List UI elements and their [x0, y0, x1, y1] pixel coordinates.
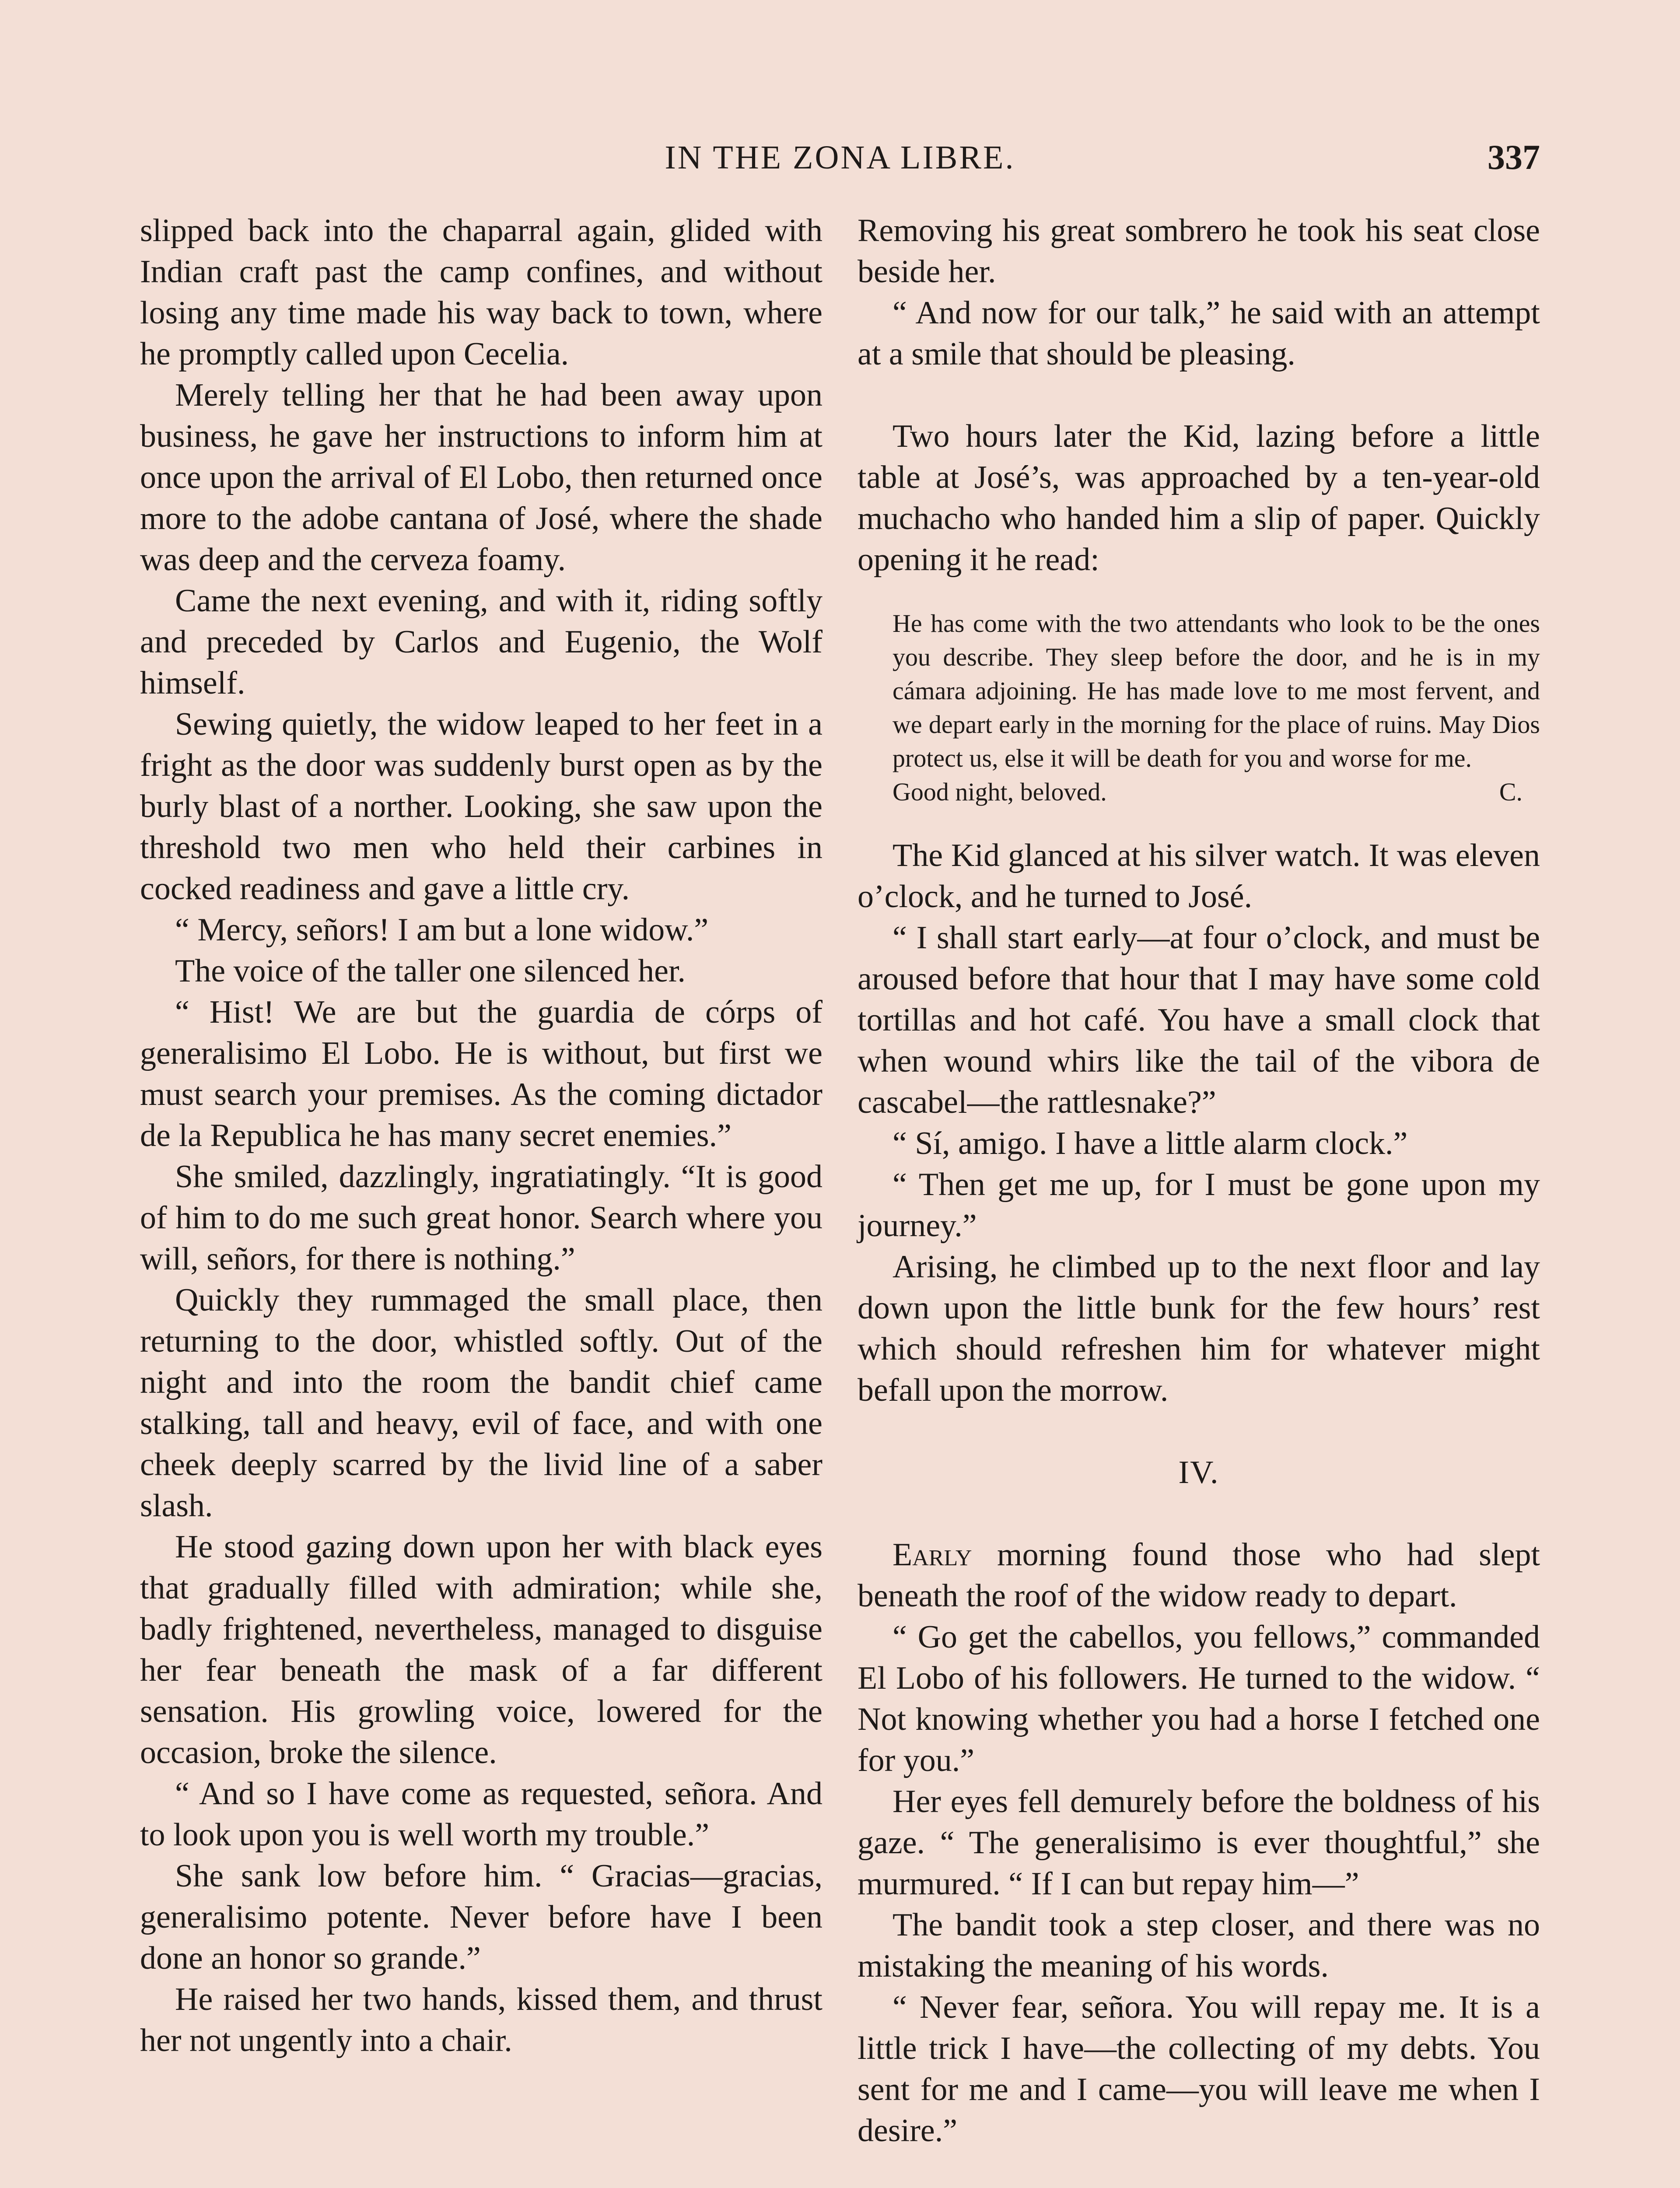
- paragraph: Her eyes fell demurely before the boldness of his gaze. “ The generalisimo is ever thoughtful,” she murmured. “ If I can but repay him—”: [858, 1784, 1540, 1902]
- left-column: [140, 210, 822, 2061]
- paragraph: He raised her two hands, kissed them, and thrust her not ungently into a chair.: [140, 1981, 822, 2058]
- paragraph: The voice of the taller one silenced her.: [175, 953, 686, 989]
- paragraph: “ Mercy, señors! I am but a lone widow.”: [175, 912, 709, 948]
- section-first-word: Early: [892, 1537, 972, 1573]
- page-number: 337: [1488, 138, 1540, 177]
- running-header: [140, 131, 1540, 184]
- section-first-rest: morning found those who had slept beneath the roof of the widow ready to depart.: [858, 1537, 1540, 1614]
- paragraph: Quickly they rummaged the small place, then returning to the door, whistled softly. Out of the night and into the room the bandit chief came stalking, tall and heavy, evil of face, and with one cheek deeply scarred by the livid line of a saber slash.: [140, 1282, 822, 1524]
- right-column: [858, 210, 1540, 2151]
- paragraph: “ Hist! We are but the guardia de córps of generalisimo El Lobo. He is without, but first we must search your premises. As the coming dictador de la Republica he has many secret enemies.”: [140, 994, 822, 1154]
- paragraph: “ Sí, amigo. I have a little alarm clock.”: [892, 1126, 1408, 1161]
- paragraph: [858, 1534, 1540, 1616]
- paragraph: The Kid glanced at his silver watch. It was eleven o’clock, and he turned to José.: [858, 838, 1540, 915]
- paragraph: Merely telling her that he had been away upon business, he gave her instructions to inform him at once upon the arrival of El Lobo, then returned once more to the adobe cantana of José, where the shade was deep and the cerveza foamy.: [140, 377, 822, 578]
- letter-signoff: [892, 775, 1540, 809]
- running-title: IN THE ZONA LIBRE.: [665, 139, 1015, 176]
- paragraph: She sank low before him. “ Gracias—gracias, generalisimo potente. Never before have I been done an honor so grande.”: [140, 1858, 822, 1976]
- paragraph: Two hours later the Kid, lazing before a little table at José’s, was approached by a ten-year-old muchacho who handed him a slip of paper. Quickly opening it he read:: [858, 418, 1540, 578]
- letter-body: He has come with the two attendants who look to be the ones you describe. They sleep before the door, and he is in my cámara adjoining. He has made love to me most fervent, and we depart early in the morning for the place of ruins. May Dios protect us, else it will be death for you and worse for me.: [892, 609, 1540, 772]
- paragraph: “ I shall start early—at four o’clock, and must be aroused before that hour that I may have some cold tortillas and hot café. You have a small clock that when wound whirs like the tail of the vibora de cascabel—the rattlesnake?”: [858, 920, 1540, 1120]
- paragraph: “ And now for our talk,” he said with an attempt at a smile that should be pleasing.: [858, 295, 1540, 372]
- paragraph: “ Then get me up, for I must be gone upon my journey.”: [858, 1167, 1540, 1244]
- quoted-letter: [858, 607, 1540, 809]
- letter-signature: C.: [1499, 778, 1522, 806]
- paragraph: “ And so I have come as requested, señora. And to look upon you is well worth my trouble.”: [140, 1776, 822, 1853]
- paragraph: The bandit took a step closer, and there was no mistaking the meaning of his words.: [858, 1907, 1540, 1984]
- paragraph: “ Never fear, señora. You will repay me. It is a little trick I have—the collecting of my debts. You sent for me and I came—you will leave me when I desire.”: [858, 1989, 1540, 2149]
- letter-closing: Good night, beloved.: [892, 778, 1107, 806]
- paragraph: “ Go get the cabellos, you fellows,” commanded El Lobo of his followers. He turned to the widow. “ Not knowing whether you had a horse I fetched one for you.”: [858, 1619, 1540, 1778]
- paragraph: Came the next evening, and with it, riding softly and preceded by Carlos and Eugenio, the Wolf himself.: [140, 583, 822, 701]
- paragraph: Removing his great sombrero he took his seat close beside her.: [858, 213, 1540, 290]
- paragraph: Arising, he climbed up to the next floor and lay down upon the little bunk for the few hours’ rest which should refreshen him for whatever might befall upon the morrow.: [858, 1249, 1540, 1408]
- paragraph: She smiled, dazzlingly, ingratiatingly. “It is good of him to do me such great honor. Search where you will, señors, for there is nothing.”: [140, 1159, 822, 1277]
- section-heading: IV.: [1178, 1455, 1219, 1490]
- paragraph: slipped back into the chaparral again, glided with Indian craft past the camp confines, and without losing any time made his way back to town, where he promptly called upon Cecelia.: [140, 213, 822, 372]
- paragraph: Sewing quietly, the widow leaped to her feet in a fright as the door was suddenly burst open as by the burly blast of a norther. Looking, she saw upon the threshold two men who held their carbines in cocked readiness and gave a little cry.: [140, 706, 822, 907]
- paragraph: He stood gazing down upon her with black eyes that gradually filled with admiration; while she, badly frightened, nevertheless, managed to disguise her fear beneath the mask of a far different sensation. His growling voice, lowered for the occasion, broke the silence.: [140, 1529, 822, 1771]
